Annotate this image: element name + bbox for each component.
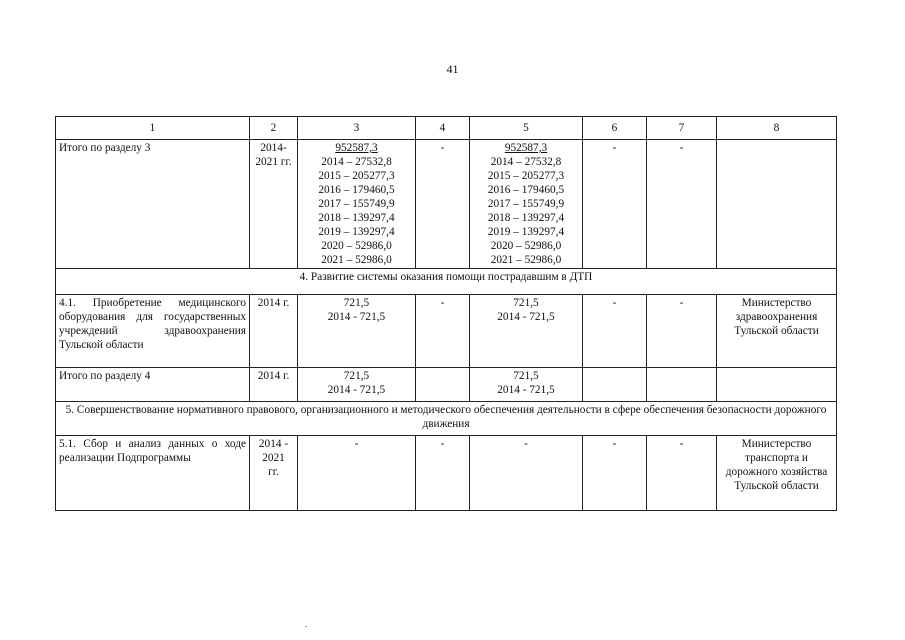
header-cell: 8 xyxy=(717,117,837,140)
col5-year: 2014 - 721,5 xyxy=(497,384,555,396)
col5-year: 2014 – 27532,8 xyxy=(490,156,562,168)
col8-cell xyxy=(717,140,837,269)
col5-year: 2020 – 52986,0 xyxy=(490,240,562,252)
col5-cell xyxy=(470,295,583,368)
row-name: Итого по разделу 4 xyxy=(56,368,250,402)
col3-total: 721,5 xyxy=(343,370,370,382)
col5-year: 2019 – 139297,4 xyxy=(487,226,565,238)
header-cell: 6 xyxy=(583,117,647,140)
funding-table xyxy=(55,116,837,511)
table-header-row xyxy=(56,117,837,140)
col5-year: 2016 – 179460,5 xyxy=(487,184,565,196)
row-name: Итого по разделу 3 xyxy=(56,140,250,269)
header-cell: 2 xyxy=(250,117,298,140)
period-line: 2021 гг. xyxy=(255,156,292,168)
col6-cell: - xyxy=(583,140,647,269)
col3-year: 2020 – 52986,0 xyxy=(321,240,392,252)
table-row-total-section-4 xyxy=(56,368,837,402)
col3-cell xyxy=(298,140,416,269)
col3-cell: - xyxy=(298,436,416,511)
period-line: 2021 xyxy=(262,452,285,464)
header-cell: 7 xyxy=(647,117,717,140)
col3-total: 952587,3 xyxy=(335,142,378,154)
col5-cell xyxy=(470,140,583,269)
col7-cell: - xyxy=(647,436,717,511)
section-heading-row xyxy=(56,269,837,295)
col3-year: 2014 – 27532,8 xyxy=(321,156,392,168)
col5-total: 721,5 xyxy=(513,297,539,309)
period-line: 2014- xyxy=(260,142,287,154)
table-row-total-section-3 xyxy=(56,140,837,269)
col5-cell xyxy=(470,368,583,402)
col3-total: 721,5 xyxy=(343,297,370,309)
period-cell xyxy=(250,140,298,269)
col5-total: 952587,3 xyxy=(504,142,548,154)
header-cell: 1 xyxy=(56,117,250,140)
header-cell: 5 xyxy=(470,117,583,140)
period-cell: 2014 г. xyxy=(250,368,298,402)
col3-year: 2014 - 721,5 xyxy=(327,384,386,396)
col5-year: 2014 - 721,5 xyxy=(497,311,555,323)
col5-cell: - xyxy=(470,436,583,511)
page-number: 41 xyxy=(446,62,459,76)
period-cell xyxy=(250,436,298,511)
section-5-title: 5. Совершенствование нормативного правового, организационного и методического обеспечения деятельности в сфере обеспечения безопасности дорожного движения xyxy=(56,402,837,436)
col3-cell xyxy=(298,368,416,402)
col3-year: 2018 – 139297,4 xyxy=(318,212,395,224)
col7-cell: - xyxy=(647,295,717,368)
col7-cell: - xyxy=(647,140,717,269)
period-line: 2014 - xyxy=(258,438,289,450)
responsible-cell: Министерство транспорта и дорожного хозяйства Тульской области xyxy=(717,436,837,511)
col4-cell: - xyxy=(416,140,470,269)
col4-cell: - xyxy=(416,295,470,368)
col3-year: 2014 - 721,5 xyxy=(327,311,386,323)
col3-year: 2021 – 52986,0 xyxy=(321,254,392,266)
header-cell: 3 xyxy=(298,117,416,140)
scan-mark xyxy=(305,626,307,627)
section-heading-row xyxy=(56,402,837,436)
col5-year: 2021 – 52986,0 xyxy=(490,254,562,266)
row-name: 4.1. Приобретение медицинского оборудования для государственных учреждений здравоохранения Тульской области xyxy=(56,295,250,368)
col3-cell xyxy=(298,295,416,368)
col6-cell xyxy=(583,368,647,402)
row-name: 5.1. Сбор и анализ данных о ходе реализации Подпрограммы xyxy=(56,436,250,511)
col6-cell: - xyxy=(583,295,647,368)
col3-year: 2017 – 155749,9 xyxy=(318,198,395,210)
col5-total: 721,5 xyxy=(513,370,539,382)
col5-year: 2017 – 155749,9 xyxy=(487,198,565,210)
table-row-4-1 xyxy=(56,295,837,368)
col3-year: 2016 – 179460,5 xyxy=(318,184,395,196)
col4-cell: - xyxy=(416,436,470,511)
col3-year: 2019 – 139297,4 xyxy=(318,226,395,238)
period-cell: 2014 г. xyxy=(250,295,298,368)
section-4-title: 4. Развитие системы оказания помощи пострадавшим в ДТП xyxy=(56,269,837,295)
col3-year: 2015 – 205277,3 xyxy=(318,170,395,182)
header-cell: 4 xyxy=(416,117,470,140)
col7-cell xyxy=(647,368,717,402)
col5-year: 2015 – 205277,3 xyxy=(487,170,565,182)
col4-cell xyxy=(416,368,470,402)
period-line: гг. xyxy=(268,466,279,478)
col8-cell xyxy=(717,368,837,402)
table-row-5-1 xyxy=(56,436,837,511)
col6-cell: - xyxy=(583,436,647,511)
col5-year: 2018 – 139297,4 xyxy=(487,212,565,224)
responsible-cell: Министерство здравоохранения Тульской области xyxy=(717,295,837,368)
